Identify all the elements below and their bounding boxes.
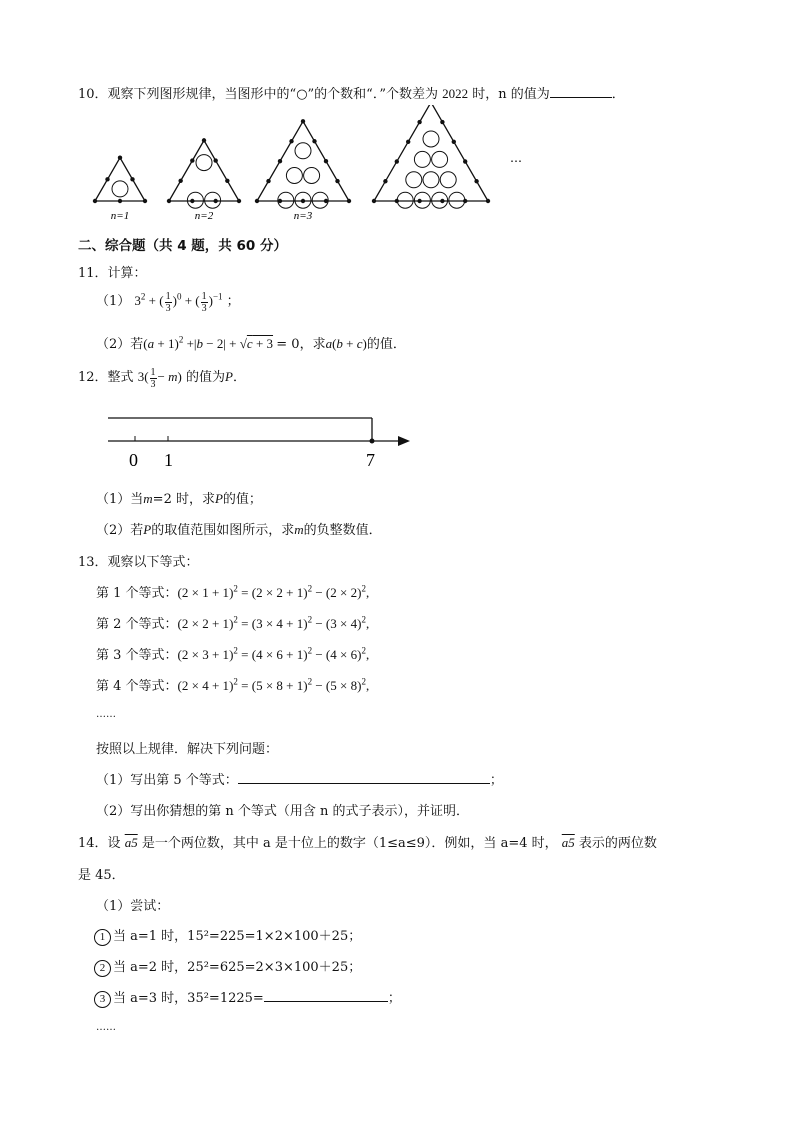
dot-mark xyxy=(301,119,305,123)
q10-year: 2022 xyxy=(442,86,469,101)
q14-text-b: 是一个两位数，其中 a 是十位上的数字（1≤a≤9）．例如，当 a=4 时， xyxy=(141,836,558,851)
dot-mark xyxy=(167,199,171,203)
circle-mark xyxy=(187,192,203,208)
circle-mark xyxy=(449,192,465,208)
q14-part1: （1）尝试： xyxy=(96,899,170,914)
q14-text-c: 表示的两位数 xyxy=(578,836,657,851)
q12-p1-m: m xyxy=(143,491,153,506)
q11-part1 xyxy=(96,290,240,314)
q14-text-a: 设 xyxy=(107,836,121,851)
dot-mark xyxy=(463,159,467,163)
tick-label-7: 7 xyxy=(366,450,375,470)
dot-mark xyxy=(213,158,217,162)
q10-figure-4 xyxy=(372,105,490,208)
dot-mark xyxy=(417,120,421,124)
dot-mark xyxy=(190,199,194,203)
triangle-outline xyxy=(257,121,349,201)
dot-mark xyxy=(301,199,305,203)
q11-p1-expr: $3^2$ + ( $\frac{1}{3}$ )$^0$ + ( $\frac{1}{3}$ )$^{-1}$ xyxy=(134,290,223,314)
dot-mark xyxy=(383,179,387,183)
circle-mark xyxy=(432,192,448,208)
q11-title: 计算： xyxy=(107,266,147,281)
dot-mark xyxy=(105,177,109,181)
q11-p2-pre: 若 xyxy=(130,337,144,352)
q14-item-3-text: 当 a=3 时，35²=1225= xyxy=(113,991,264,1006)
q14-overline-var-2: a5 xyxy=(561,835,575,850)
dot-mark xyxy=(190,158,194,162)
q11-p2-target: a(b + c) xyxy=(325,336,367,351)
dot-mark xyxy=(178,179,182,183)
q12-p2-a: （2）若 xyxy=(96,523,144,538)
q12-post: 的值为 xyxy=(186,370,226,385)
q14-item-1 xyxy=(94,925,361,946)
q13-p1-end: ； xyxy=(489,773,503,788)
q12-var: P xyxy=(225,369,233,384)
circled-number-2: 2 xyxy=(94,960,111,977)
q12-end: ． xyxy=(232,370,246,385)
dot-mark xyxy=(312,139,316,143)
section2-title: 二、综合题（共 4 题，共 60 分） xyxy=(78,238,287,254)
circle-mark xyxy=(406,172,422,188)
q11-p1-end: ； xyxy=(226,294,240,309)
q10-figures xyxy=(80,105,540,225)
dot-mark xyxy=(225,179,229,183)
dot-mark xyxy=(335,179,339,183)
q11-number: 11． xyxy=(78,266,108,281)
dot-mark xyxy=(474,179,478,183)
q11-p2-eq: = 0，求 xyxy=(276,337,326,352)
q10-figure-1 xyxy=(93,155,147,222)
dot-mark xyxy=(440,199,444,203)
q14-item-3 xyxy=(94,987,401,1008)
q10-line xyxy=(78,83,625,102)
circle-mark xyxy=(414,151,430,167)
q12-part1 xyxy=(96,488,262,507)
q10-text-a: 观察下列图形规律，当图形中的“○”的个数和“．”个数差为 xyxy=(107,87,438,102)
q10-figure-3 xyxy=(255,119,351,222)
figure-label: n=2 xyxy=(194,210,214,222)
dot-mark xyxy=(202,138,206,142)
figure-label: n=3 xyxy=(293,210,313,222)
triangle-outline xyxy=(95,158,145,201)
q13-number: 13． xyxy=(78,555,108,570)
q14-item-3-blank xyxy=(264,989,388,1002)
dot-mark xyxy=(417,199,421,203)
q11-p2-expr: $(a + 1)^2 +|b - 2| + √c + 3$ xyxy=(143,334,274,351)
eq-prefix: 第 3 个等式： xyxy=(96,648,178,663)
q12-p1-a: （1）当 xyxy=(96,492,144,507)
dot-mark xyxy=(255,199,259,203)
q12-p2-b: 的取值范围如图所示，求 xyxy=(151,523,295,538)
axis-arrow-icon xyxy=(398,436,410,446)
q12-p1-b: =2 时，求 xyxy=(152,492,215,507)
q10-text-b: 时，n 的值为 xyxy=(472,87,550,102)
q12-p2-c: 的负整数值． xyxy=(303,523,382,538)
dot-mark xyxy=(93,199,97,203)
q13-part2: （2）写出你猜想的第 n 个等式（用含 n 的式子表示），并证明． xyxy=(96,804,470,819)
q12-p2-P: P xyxy=(143,522,152,537)
q13-eq-4: 第 4 个等式：$(2 \times 4 + 1)^2 = (5 \times 8 + 1)^2 - (5 \times 8)^2$, xyxy=(96,676,370,694)
q10-answer-blank xyxy=(550,85,612,98)
q11-part2 xyxy=(96,333,406,352)
circled-number-1: 1 xyxy=(94,929,111,946)
triangle-outline xyxy=(374,105,488,201)
dot-mark xyxy=(372,199,376,203)
dot-mark xyxy=(143,199,147,203)
circle-mark xyxy=(295,143,311,159)
circled-number-3: 3 xyxy=(94,991,111,1008)
circle-mark xyxy=(432,151,448,167)
q10-figure-2 xyxy=(167,138,241,222)
q14-dots: …… xyxy=(96,1022,116,1033)
dot-mark xyxy=(289,139,293,143)
dot-mark xyxy=(440,120,444,124)
circle-mark xyxy=(286,168,302,184)
q11-p2-label: （2） xyxy=(96,337,131,352)
q13-eq-3: 第 3 个等式：$(2 \times 3 + 1)^2 = (4 \times 6 + 1)^2 - (4 \times 6)^2$, xyxy=(96,645,370,663)
q12-expr: 3( $\frac{1}{3}$ − m) xyxy=(137,366,182,390)
eq-prefix: 第 2 个等式： xyxy=(96,617,178,632)
circle-mark xyxy=(196,155,212,171)
circle-mark xyxy=(397,192,413,208)
q13-title-line xyxy=(78,551,199,570)
q14-item-2 xyxy=(94,956,361,977)
circle-mark xyxy=(205,192,221,208)
dot-mark xyxy=(278,159,282,163)
q12-line xyxy=(78,366,246,390)
q12-p1-P: P xyxy=(214,491,223,506)
eq-prefix: 第 1 个等式： xyxy=(96,586,178,601)
q13-p1-text: （1）写出第 5 个等式： xyxy=(96,773,238,788)
q12-number: 12． xyxy=(78,370,108,385)
figure-label: n=1 xyxy=(110,210,130,222)
dot-mark xyxy=(395,159,399,163)
tick-label-1: 1 xyxy=(164,450,173,470)
q14-item-1-text: 当 a=1 时，15²=225=1×2×100＋25； xyxy=(113,929,362,944)
dot-mark xyxy=(324,159,328,163)
q12-pre: 整式 xyxy=(107,370,134,385)
eq-prefix: 第 4 个等式： xyxy=(96,679,178,694)
circle-mark xyxy=(423,172,439,188)
tick-label-0: 0 xyxy=(129,450,138,470)
q14-line1 xyxy=(78,832,657,851)
q14-line2: 是 45． xyxy=(78,868,125,883)
dot-mark xyxy=(406,140,410,144)
q11-p1-label: （1） xyxy=(96,294,131,309)
q13-instruction: 按照以上规律．解决下列问题： xyxy=(96,742,279,757)
q13-eq-1: 第 1 个等式：$(2 \times 1 + 1)^2 = (2 \times 2 + 1)^2 - (2 \times 2)^2$, xyxy=(96,583,370,601)
circle-mark xyxy=(423,131,439,147)
q14-item-3-end: ； xyxy=(387,991,401,1006)
circle-mark xyxy=(440,172,456,188)
dot-mark xyxy=(452,140,456,144)
dot-mark xyxy=(347,199,351,203)
q13-eq-2: 第 2 个等式：$(2 \times 2 + 1)^2 = (3 \times 4 + 1)^2 - (3 \times 4)^2$, xyxy=(96,614,370,632)
dot-mark xyxy=(486,199,490,203)
q14-item-2-text: 当 a=2 时，25²=625=2×3×100＋25； xyxy=(113,960,362,975)
circle-mark xyxy=(304,168,320,184)
dot-mark xyxy=(237,199,241,203)
q14-number: 14． xyxy=(78,836,108,851)
q11-title-line xyxy=(78,262,147,281)
q13-p1-blank xyxy=(238,771,490,784)
circle-mark xyxy=(112,181,128,197)
dot-mark xyxy=(213,199,217,203)
q10-number: 10． xyxy=(78,87,108,102)
q13-dots: …… xyxy=(96,709,116,720)
dot-mark xyxy=(266,179,270,183)
q14-overline-var: a5 xyxy=(124,835,138,850)
dot-mark xyxy=(118,199,122,203)
q13-part1 xyxy=(96,769,503,788)
q13-title: 观察以下等式： xyxy=(107,555,199,570)
q12-part2 xyxy=(96,519,382,538)
q12-number-line xyxy=(100,408,420,473)
q10-ellipsis: … xyxy=(510,151,522,165)
dot-mark xyxy=(130,177,134,181)
q10-end: ． xyxy=(611,87,625,102)
dot-mark xyxy=(118,155,122,159)
q12-p2-m: m xyxy=(294,522,304,537)
circle-mark xyxy=(414,192,430,208)
q12-p1-c: 的值； xyxy=(222,492,262,507)
q11-p2-tail: 的值． xyxy=(366,337,406,352)
